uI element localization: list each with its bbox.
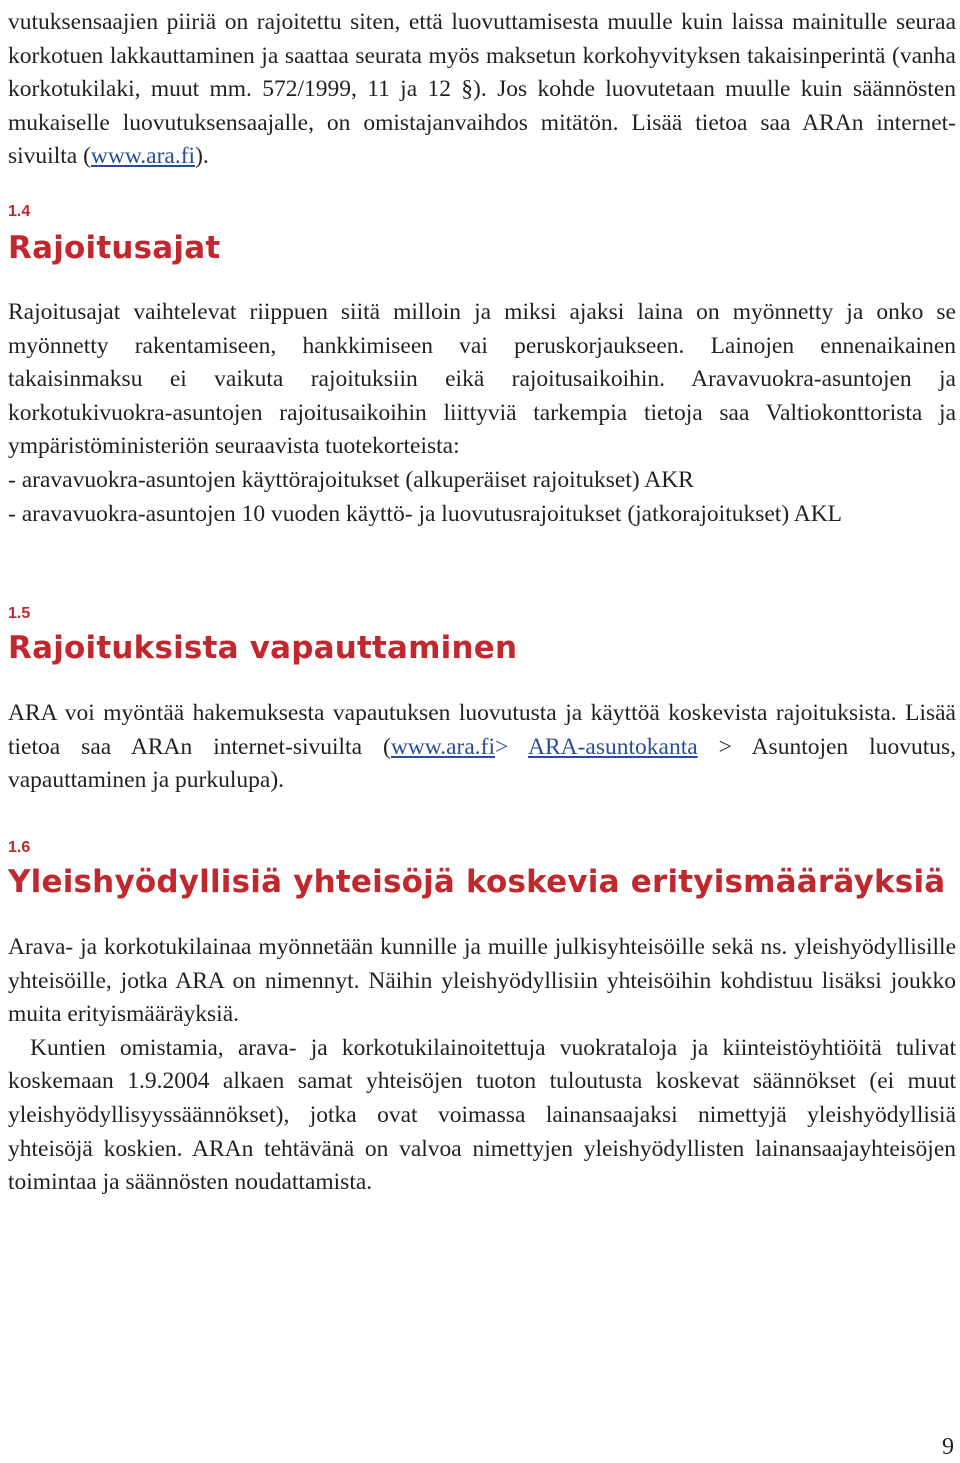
breadcrumb-separator: > [495, 733, 528, 760]
yleishyodyllisia-paragraph-1: Arava- ja korkotukilainaa myönnetään kunnille ja muille julkisyhteisöille sekä ns. yleishyödyllisille yhteisöille, jotka ARA on nimennyt. Näihin yleishyödyllisiin yhteisöihin kohdistuu lisäksi joukko muita erityismääräyksiä. [8, 934, 956, 1028]
section-body-1-4 [8, 296, 956, 531]
vapauttaminen-text-end: > Asuntojen luovutus, vapauttaminen ja purkulupa). [8, 733, 956, 794]
ara-link[interactable]: www.ara.fi [90, 143, 196, 170]
page-number: 9 [942, 1434, 954, 1460]
section-number-1-5: 1.5 [8, 605, 31, 622]
section-title-rajoitusajat: Rajoitusajat [8, 230, 221, 266]
section-title-rajoituksista-vapauttaminen: Rajoituksista vapauttaminen [8, 630, 518, 666]
rajoitusajat-paragraph: Rajoitusajat vaihtelevat riippuen siitä milloin ja miksi ajaksi laina on myönnetty ja onko se myönnetty rakentamiseen, hankkimiseen vai peruskorjaukseen. Lainojen ennenaikainen takaisinmaksu ei vaikuta rajoituksiin eikä rajoitusaikoihin. Aravavuokra-asuntojen ja korkotukivuokra-asuntojen rajoitusaikoihin liittyviä tarkempia tietoja saa Valtiokonttorista ja ympäristöministeriön seuraavista tuotekorteista: [8, 299, 956, 460]
ara-asuntokanta-link[interactable]: ARA-asuntokanta [527, 733, 698, 760]
vapauttaminen-text: ARA voi myöntää hakemuksesta vapautuksen luovutusta ja käyttöä koskevista rajoituksista. Lisää tietoa saa ARAn internet-sivuilta ( [8, 700, 956, 760]
intro-paragraph [8, 6, 956, 174]
section-title-yleishyodyllisia: Yleishyödyllisiä yhteisöjä koskevia erityismääräyksiä [8, 864, 946, 900]
yleishyodyllisia-paragraph-2: Kuntien omistamia, arava- ja korkotukilainoitettuja vuokrataloja ja kiinteistöyhtiöitä tulivat koskemaan 1.9.2004 alkaen samat yhteisöjen tuoton tuloutusta koskevat säännökset (ei muut yleishyödyllisyyssäännökset), jotka ovat voimassa lainansaajaksi nimettyjä yleishyödyllisiä yhteisöjä koskien. ARAn tehtävänä on valvoa nimettyjen yleishyödyllisten lainansaajayhteisöjen toimintaa ja säännösten noudattamista. [8, 1034, 956, 1196]
section-body-1-5 [8, 697, 956, 798]
list-item-akl: - aravavuokra-asuntojen 10 vuoden käyttö- ja luovutusrajoitukset (jatkorajoitukset) AKL [8, 500, 843, 527]
section-body-1-6 [8, 931, 956, 1200]
intro-text: vutuksensaajien piiriä on rajoitettu siten, että luovuttamisesta muulle kuin laissa mainitulle seuraa korkotuen lakkauttaminen ja saattaa seurata myös maksetun korkohyvityksen takaisinperintä (vanha korkotukilaki, muut mm. 572/1999, 11 ja 12 §). Jos kohde luovutetaan muulle kuin säännösten mukaiselle luovutuksensaajalle, on omistajanvaihdos mitätön. Lisää tietoa saa ARAn internet-sivuilta ( [8, 9, 956, 170]
intro-text-end: ). [195, 143, 209, 170]
ara-link-2[interactable]: www.ara.fi [390, 733, 496, 760]
section-number-1-4: 1.4 [8, 203, 31, 220]
list-item-akr: - aravavuokra-asuntojen käyttörajoitukset (alkuperäiset rajoitukset) AKR [8, 466, 694, 493]
vapauttaminen-paragraph [8, 697, 956, 798]
section-number-1-6: 1.6 [8, 839, 31, 856]
